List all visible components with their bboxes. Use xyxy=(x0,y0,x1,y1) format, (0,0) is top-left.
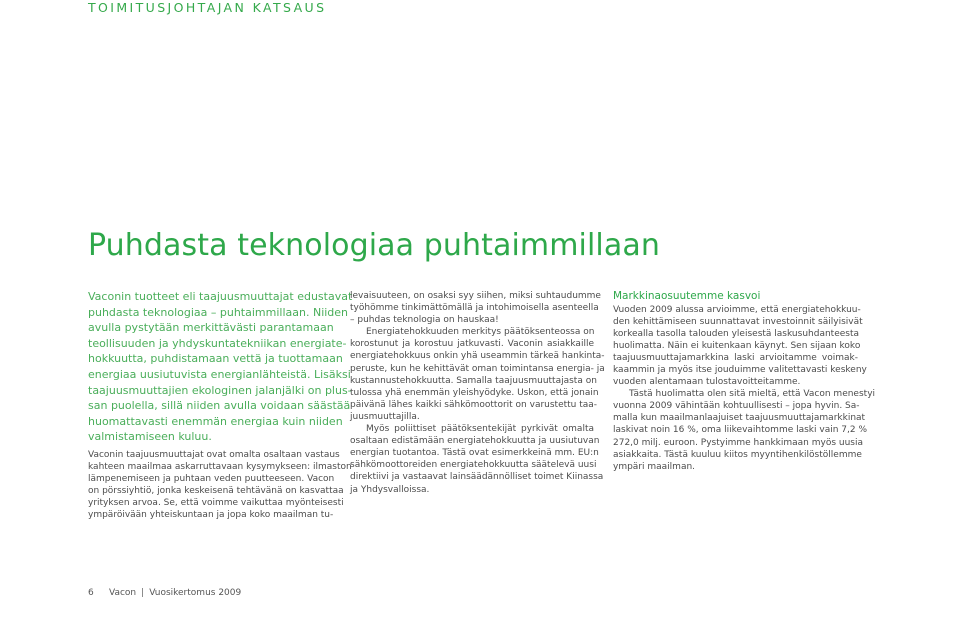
page-footer xyxy=(88,588,241,598)
body-line: sähkömoottoreiden energiatehokkuutta säätelevä uusi xyxy=(350,460,597,471)
lead-line: hokkuutta, puhdistamaan vettä ja tuottamaan xyxy=(88,352,343,366)
body-line: kustannustehokkuutta. Samalla taajuusmuuttajasta on xyxy=(350,375,597,386)
body-line: malla kun maailmanlaajuiset taajuusmuuttajamarkkinat xyxy=(613,413,866,424)
body-line: taajuusmuuttajamarkkina laski arvioitamme voimak- xyxy=(613,352,858,363)
body-line: päivänä lähes kaikki sähkömoottorit on varustettu taa- xyxy=(350,399,598,410)
lead-line: valmistamiseen kuluu. xyxy=(88,430,212,444)
article-headline: Puhdasta teknologiaa puhtaimmillaan xyxy=(88,228,660,263)
body-line: kahteen maailmaa askarruttavaan kysymykseen: ilmaston xyxy=(88,462,352,473)
body-line: asiakkaita. Tästä kuuluu kiitos myyntihenkilöstöllemme xyxy=(613,449,862,460)
body-line: Energiatehokkuuden merkitys päätöksenteossa on xyxy=(366,327,595,338)
body-line: yrityksen arvoa. Se, että voimme vaikuttaa myönteisesti xyxy=(88,498,344,509)
lead-line: huomattavasti enemmän energiaa kuin niiden xyxy=(88,414,343,428)
lead-line: puhdasta teknologiaa – puhtaimmillaan. Niiden xyxy=(88,305,349,319)
lead-line: Vaconin tuotteet eli taajuusmuuttajat edustavat xyxy=(88,290,353,303)
body-line: energiatehokkuus onkin yhä useammin tärkeä hankinta- xyxy=(350,351,605,362)
body-line: ympäröivään yhteiskuntaan ja jopa koko maailman tu- xyxy=(88,510,334,521)
column-subheading: Markkinaosuutemme kasvoi xyxy=(613,290,761,302)
page-number: 6 xyxy=(88,588,94,598)
footer-separator: | xyxy=(141,588,145,598)
body-line: ympäri maailman. xyxy=(613,461,696,472)
lead-line: energiaa uusiutuvista energianlähteistä. Lisäksi xyxy=(88,367,351,381)
body-line: peruste, kun he kehittävät oman toimintansa energia- ja xyxy=(350,363,605,374)
body-line: osaltaan edistämään energiatehokkuutta ja uusiutuvan xyxy=(350,436,600,447)
body-line: vuonna 2009 vähintään kohtuullisesti – jopa hyvin. Sa- xyxy=(613,401,860,412)
body-line: 272,0 milj. euroon. Pystyimme hankkimaan myös uusia xyxy=(613,437,864,448)
body-line: energian tuotantoa. Tästä ovat esimerkkeinä mm. EU:n xyxy=(350,448,599,459)
body-line: lämpenemiseen ja puhtaan veden puutteeseen. Vacon xyxy=(88,474,335,485)
body-column-1 xyxy=(88,449,352,522)
body-line: laskivat noin 16 %, oma liikevaihtomme laski vain 7,2 % xyxy=(613,425,868,436)
body-line: Myös poliittiset päätöksentekijät pyrkivät omalta xyxy=(366,424,594,435)
lead-line: avulla pystytään merkittävästi parantamaan xyxy=(88,321,334,335)
body-line: direktiivi ja vastaavat lainsäädännölliset toimet Kiinassa xyxy=(350,472,604,483)
lead-line: teollisuuden ja yhdyskuntatekniikan energiate- xyxy=(88,336,347,350)
lead-line: san puolella, sillä niiden avulla voidaan säästää xyxy=(88,399,351,413)
body-line: Tästä huolimatta olen sitä mieltä, että Vacon menestyi xyxy=(629,389,876,400)
lead-paragraph xyxy=(88,289,353,445)
section-title: TOIMITUSJOHTAJAN KATSAUS xyxy=(88,0,327,15)
body-line: vuoden alentamaan tulostavoitteitamme. xyxy=(613,377,801,388)
body-line: huolimatta. Näin ei kuitenkaan käynyt. Sen sijaan koko xyxy=(613,340,861,351)
body-line: levaisuuteen, on osaksi syy siihen, miksi suhtaudumme xyxy=(350,291,601,301)
body-line: – puhdas teknologia on hauskaa! xyxy=(350,315,499,326)
body-line: on pörssiyhtiö, jonka keskeisenä tehtävänä on kasvattaa xyxy=(88,486,344,497)
body-line: korostunut ja korostuu jatkuvasti. Vaconin asiakkaille xyxy=(350,339,594,350)
body-line: korkealla tasolla talouden yleisestä laskusuhdanteesta xyxy=(613,328,859,339)
lead-line: taajuusmuuttajien ekologinen jalanjälki on plus- xyxy=(88,383,352,397)
footer-publication: Vuosikertomus 2009 xyxy=(149,588,242,598)
body-line: tulossa yhä enemmän yleishyödyke. Uskon, että jonain xyxy=(350,387,599,398)
body-line: ja Yhdysvalloissa. xyxy=(350,484,430,495)
body-line: Vuoden 2009 alussa arvioimme, että energiatehokkuu- xyxy=(613,304,861,315)
body-line: työhömme tinkimättömällä ja intohimoisella asenteella xyxy=(350,303,599,314)
body-line: Vaconin taajuusmuuttajat ovat omalta osaltaan vastaus xyxy=(88,450,340,460)
footer-company: Vacon xyxy=(109,588,137,598)
body-line: den kehittämiseen suunnattavat investoinnit säilyisivät xyxy=(613,316,863,327)
body-column-3 xyxy=(613,290,876,473)
body-line: kaammin ja myös itse jouduimme valitettavasti keskeny xyxy=(613,364,867,375)
body-column-2 xyxy=(350,290,605,496)
body-line: juusmuuttajilla. xyxy=(350,411,420,422)
